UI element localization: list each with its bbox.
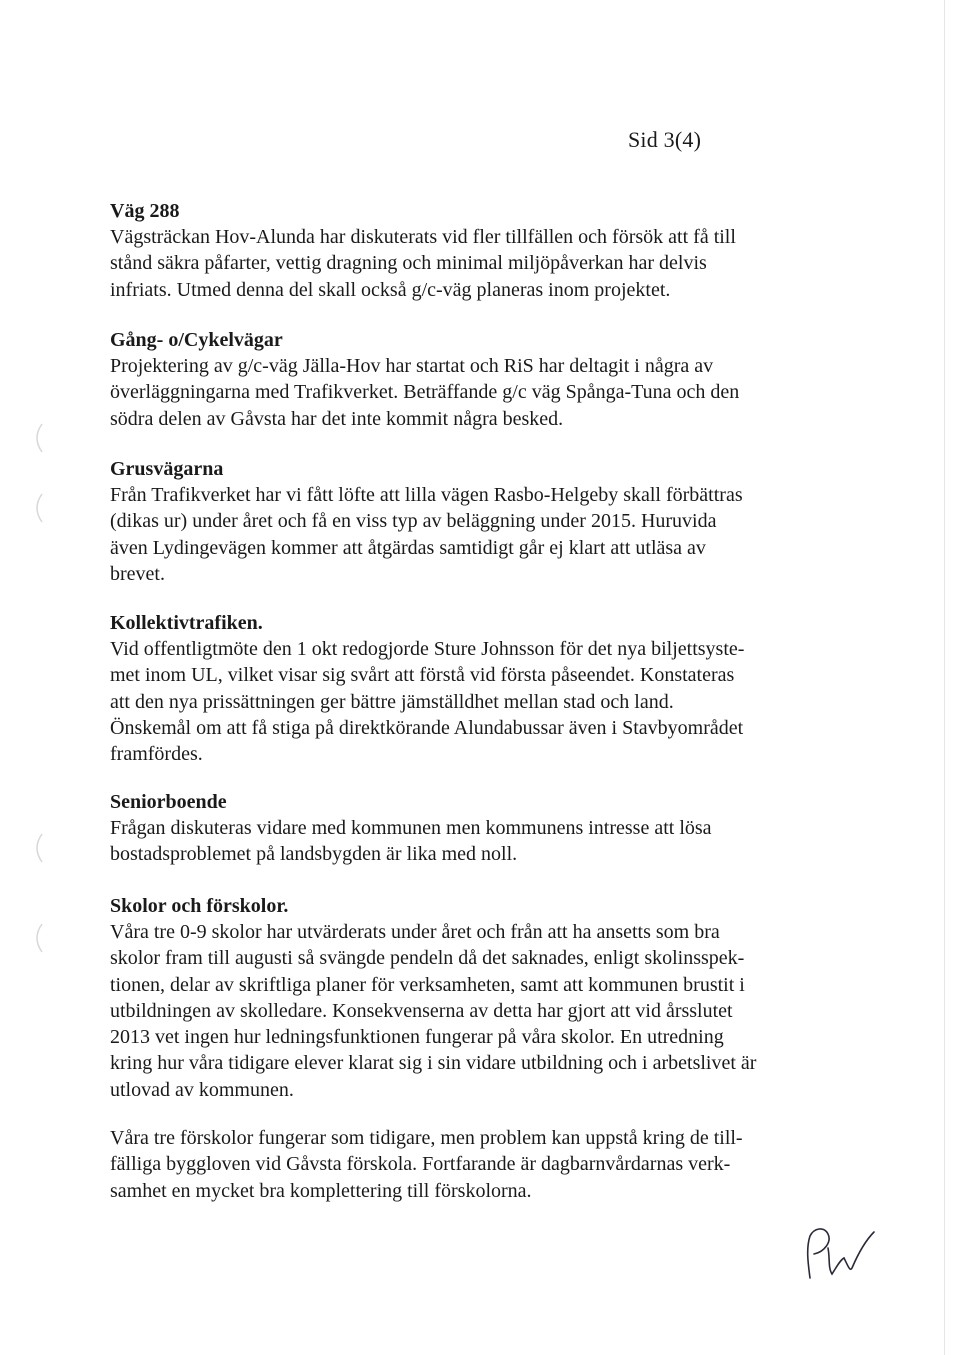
section-kollektivtrafiken [110, 610, 744, 767]
section-text: Frågan diskuteras vidare med kommunen men kommunens intresse att lösa bostadsproblemet på landsbygden är lika med noll. [110, 817, 712, 866]
page-number: Sid 3(4) [628, 127, 702, 152]
section-gang-cykelvagar [110, 327, 739, 432]
section-text: Våra tre 0-9 skolor har utvärderats under året och från att ha ansetts som bra skolor fram till augusti så svängde pendeln då det saknades, enligt skolinsspek- tionen, delar av skriftliga planer för verksamheten, samt att kommunen brustit i utbildningen av skolledare. Konsekvenserna av detta har gjort att vid årsslutet 2013 vet ingen hur ledningsfunktionen fungerar på våra skolor. En utredning kring hur våra tidigare elever klarat sig i sin vidare utbildning och i arbetslivet är utlovad av kommunen. [110, 921, 757, 1101]
section-heading: Väg 288 [110, 200, 180, 222]
punch-hole-mark [28, 830, 48, 866]
section-heading: Gång- o/Cykelvägar [110, 329, 283, 351]
section-forskolor [110, 1125, 743, 1204]
section-seniorboende [110, 789, 712, 868]
punch-hole-mark [28, 420, 48, 456]
handwritten-initials-signature [788, 1218, 878, 1288]
section-grusvagarna [110, 456, 743, 587]
punch-hole-mark [28, 490, 48, 526]
page-edge-line [944, 0, 945, 1355]
section-text: Från Trafikverket har vi fått löfte att lilla vägen Rasbo-Helgeby skall förbättras (dikas ur) under året och få en viss typ av beläggning under 2015. Huruvida även Lydingevägen kommer att åtgärdas samtidigt går ej klart att utläsa av brevet. [110, 484, 743, 585]
punch-hole-mark [28, 920, 48, 956]
section-text: Vid offentligtmöte den 1 okt redogjorde Sture Johnsson för det nya biljettsyste- met inom UL, vilket visar sig svårt att förstå vid första påseendet. Konstateras att den nya prissättningen ger bättre jämställdhet mellan stad och land. Önskemål om att få stiga på direktkörande Alundabussar även i Stavbyområdet framfördes. [110, 638, 745, 766]
section-text: Projektering av g/c-väg Jälla-Hov har startat och RiS har deltagit i några av överläggningarna med Trafikverket. Beträffande g/c väg Spånga-Tuna och den södra delen av Gåvsta har det inte kommit några besked. [110, 355, 740, 430]
section-skolor-forskolor [110, 893, 756, 1103]
section-text: Våra tre förskolor fungerar som tidigare, men problem kan uppstå kring de till- fälliga byggloven vid Gåvsta förskola. Fortfarande är dagbarnvårdarnas verk- samhet en mycket bra komplettering till förskolorna. [110, 1127, 743, 1202]
section-heading: Grusvägarna [110, 458, 224, 480]
section-text: Vägsträckan Hov-Alunda har diskuterats vid fler tillfällen och försök att få till stånd säkra påfarter, vettig dragning och minimal miljöpåverkan har delvis infriats. Utmed denna del skall också g/c-väg planeras inom projektet. [110, 226, 736, 301]
section-heading: Seniorboende [110, 791, 227, 813]
section-heading: Skolor och förskolor. [110, 895, 289, 917]
section-vag-288 [110, 198, 736, 303]
section-heading: Kollektivtrafiken. [110, 612, 263, 634]
